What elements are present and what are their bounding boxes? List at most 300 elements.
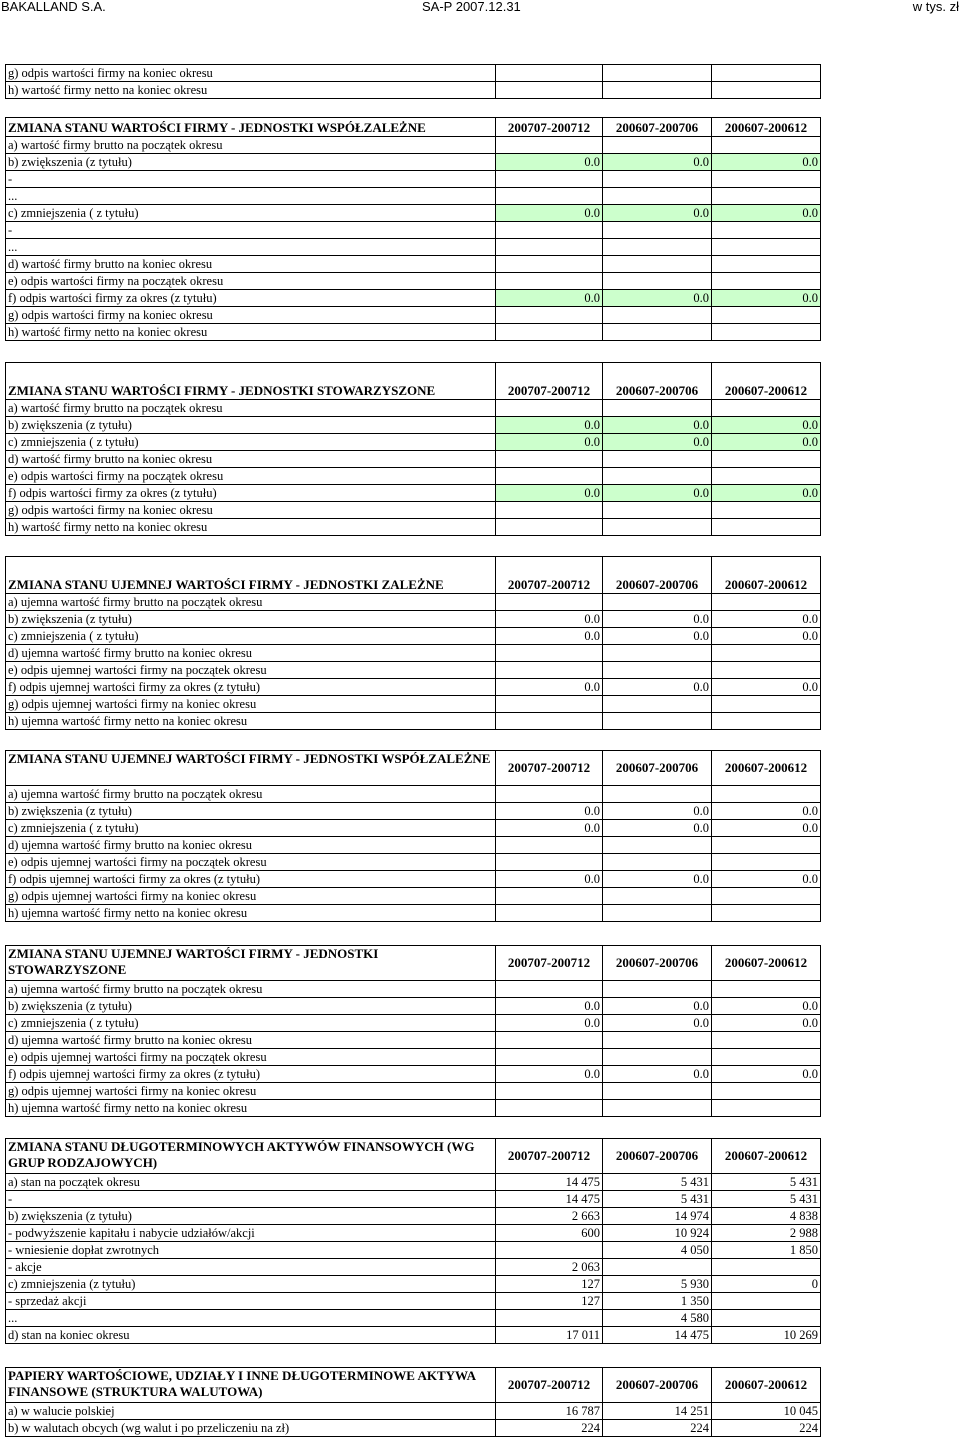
- value-cell: 1 850: [712, 1242, 821, 1259]
- row-label: - akcje: [6, 1259, 496, 1276]
- value-cell: [603, 171, 712, 188]
- value-cell: [603, 981, 712, 998]
- value-cell: 224: [603, 1420, 712, 1437]
- value-cell: [603, 256, 712, 273]
- value-cell: [712, 645, 821, 662]
- row-label: c) zmniejszenia (z tytułu): [6, 1276, 496, 1293]
- table-row: [6, 417, 821, 434]
- table-row: [6, 1066, 821, 1083]
- value-cell: [712, 307, 821, 324]
- value-cell: [603, 1032, 712, 1049]
- value-cell: 0.0: [603, 871, 712, 888]
- table-row: [6, 998, 821, 1015]
- value-cell: [496, 324, 603, 341]
- value-cell: 0.0: [496, 205, 603, 222]
- value-cell: 0.0: [496, 1015, 603, 1032]
- row-label: h) ujemna wartość firmy netto na koniec okresu: [6, 905, 496, 922]
- value-cell: [496, 400, 603, 417]
- table-row: [6, 154, 821, 171]
- value-cell: [712, 519, 821, 536]
- value-cell: 0.0: [603, 998, 712, 1015]
- table-row: [6, 803, 821, 820]
- table-row: [6, 1174, 821, 1191]
- value-cell: 2 063: [496, 1259, 603, 1276]
- value-cell: 0.0: [496, 628, 603, 645]
- row-label: b) w walutach obcych (wg walut i po przeliczeniu na zł): [6, 1420, 496, 1437]
- value-cell: 0.0: [712, 628, 821, 645]
- value-cell: [712, 905, 821, 922]
- row-label: f) odpis wartości firmy za okres (z tytułu): [6, 290, 496, 307]
- value-cell: [496, 65, 603, 82]
- value-cell: 0.0: [712, 1066, 821, 1083]
- row-label: g) odpis ujemnej wartości firmy na koniec okresu: [6, 1083, 496, 1100]
- table-row: [6, 434, 821, 451]
- period-header: 200707-200712: [496, 1368, 603, 1403]
- row-label: b) zwiększenia (z tytułu): [6, 803, 496, 820]
- value-cell: [712, 171, 821, 188]
- table-row: [6, 1293, 821, 1310]
- value-cell: 0: [712, 1276, 821, 1293]
- value-cell: [496, 222, 603, 239]
- value-cell: 127: [496, 1276, 603, 1293]
- value-cell: [712, 137, 821, 154]
- table-row: [6, 205, 821, 222]
- value-cell: [496, 468, 603, 485]
- table-row: [6, 1225, 821, 1242]
- value-cell: 127: [496, 1293, 603, 1310]
- value-cell: 0.0: [603, 290, 712, 307]
- value-cell: [496, 239, 603, 256]
- value-cell: [603, 519, 712, 536]
- table-row: [6, 1259, 821, 1276]
- table-row: [6, 611, 821, 628]
- currency-structure-table: [5, 1367, 821, 1437]
- value-cell: [496, 645, 603, 662]
- table-row: [6, 1420, 821, 1437]
- row-label: a) wartość firmy brutto na początek okresu: [6, 400, 496, 417]
- value-cell: 14 251: [603, 1403, 712, 1420]
- table-row: [6, 981, 821, 998]
- row-label: h) wartość firmy netto na koniec okresu: [6, 519, 496, 536]
- table-row: [6, 820, 821, 837]
- value-cell: [603, 696, 712, 713]
- row-label: e) odpis ujemnej wartości firmy na początek okresu: [6, 662, 496, 679]
- row-label: - sprzedaż akcji: [6, 1293, 496, 1310]
- value-cell: 14 974: [603, 1208, 712, 1225]
- value-cell: [603, 837, 712, 854]
- value-cell: 0.0: [712, 154, 821, 171]
- value-cell: 0.0: [496, 871, 603, 888]
- value-cell: [603, 905, 712, 922]
- value-cell: [712, 854, 821, 871]
- value-cell: [603, 451, 712, 468]
- row-label: c) zmniejszenia ( z tytułu): [6, 1015, 496, 1032]
- value-cell: [712, 65, 821, 82]
- value-cell: [603, 1083, 712, 1100]
- value-cell: [496, 1310, 603, 1327]
- value-cell: 0.0: [712, 205, 821, 222]
- value-cell: [712, 594, 821, 611]
- value-cell: 10 269: [712, 1327, 821, 1344]
- period-header: 200607-200612: [712, 1368, 821, 1403]
- period-header: 200607-200612: [712, 363, 821, 400]
- value-cell: [603, 786, 712, 803]
- row-label: f) odpis wartości firmy za okres (z tytułu): [6, 485, 496, 502]
- value-cell: [603, 594, 712, 611]
- value-cell: 0.0: [496, 434, 603, 451]
- value-cell: 2 663: [496, 1208, 603, 1225]
- value-cell: [712, 451, 821, 468]
- row-label: ...: [6, 188, 496, 205]
- table-row: [6, 594, 821, 611]
- row-label: d) stan na koniec okresu: [6, 1327, 496, 1344]
- row-label: d) ujemna wartość firmy brutto na koniec okresu: [6, 645, 496, 662]
- row-label: d) ujemna wartość firmy brutto na koniec okresu: [6, 1032, 496, 1049]
- value-cell: 4 580: [603, 1310, 712, 1327]
- value-cell: [603, 1049, 712, 1066]
- value-cell: 4 838: [712, 1208, 821, 1225]
- table-row: [6, 273, 821, 290]
- value-cell: [603, 468, 712, 485]
- value-cell: 0.0: [603, 611, 712, 628]
- goodwill-continuation-table: [5, 64, 821, 99]
- table-row: [6, 451, 821, 468]
- row-label: a) stan na początek okresu: [6, 1174, 496, 1191]
- row-label: h) ujemna wartość firmy netto na koniec okresu: [6, 1100, 496, 1117]
- value-cell: [496, 519, 603, 536]
- value-cell: [712, 188, 821, 205]
- value-cell: [712, 256, 821, 273]
- value-cell: [712, 1100, 821, 1117]
- value-cell: 5 431: [712, 1191, 821, 1208]
- value-cell: [603, 137, 712, 154]
- value-cell: [496, 662, 603, 679]
- table-row: [6, 307, 821, 324]
- value-cell: 10 924: [603, 1225, 712, 1242]
- value-cell: 0.0: [712, 803, 821, 820]
- row-label: e) odpis ujemnej wartości firmy na początek okresu: [6, 854, 496, 871]
- table-header-row: [6, 946, 821, 981]
- value-cell: [603, 400, 712, 417]
- value-cell: 16 787: [496, 1403, 603, 1420]
- value-cell: [496, 786, 603, 803]
- row-label: - wniesienie dopłat zwrotnych: [6, 1242, 496, 1259]
- value-cell: 14 475: [496, 1174, 603, 1191]
- value-cell: 0.0: [603, 803, 712, 820]
- period-header: 200607-200706: [603, 1139, 712, 1174]
- value-cell: [496, 713, 603, 730]
- row-label: e) odpis ujemnej wartości firmy na początek okresu: [6, 1049, 496, 1066]
- value-cell: [496, 696, 603, 713]
- value-cell: [496, 981, 603, 998]
- table-row: [6, 786, 821, 803]
- table-row: [6, 324, 821, 341]
- table-row: [6, 65, 821, 82]
- negative-goodwill-subsidiaries-table: [5, 556, 821, 730]
- row-label: e) odpis wartości firmy na początek okresu: [6, 468, 496, 485]
- value-cell: 0.0: [496, 485, 603, 502]
- company-name: BAKALLAND S.A.: [1, 0, 106, 14]
- value-cell: [712, 1310, 821, 1327]
- negative-goodwill-joint-ventures-table: [5, 750, 821, 922]
- value-cell: 0.0: [603, 820, 712, 837]
- table-title: ZMIANA STANU WARTOŚCI FIRMY - JEDNOSTKI WSPÓŁZALEŻNE: [6, 118, 496, 137]
- value-cell: [603, 222, 712, 239]
- value-cell: 2 988: [712, 1225, 821, 1242]
- value-cell: [603, 645, 712, 662]
- table-row: [6, 696, 821, 713]
- value-cell: [603, 1259, 712, 1276]
- table-row: [6, 171, 821, 188]
- value-cell: [712, 239, 821, 256]
- table-row: [6, 1083, 821, 1100]
- row-label: b) zwiększenia (z tytułu): [6, 417, 496, 434]
- value-cell: [712, 888, 821, 905]
- value-cell: 0.0: [712, 485, 821, 502]
- table-row: [6, 1032, 821, 1049]
- row-label: -: [6, 1191, 496, 1208]
- table-row: [6, 837, 821, 854]
- table-header-row: [6, 118, 821, 137]
- row-label: g) odpis wartości firmy na koniec okresu: [6, 65, 496, 82]
- row-label: g) odpis ujemnej wartości firmy na koniec okresu: [6, 696, 496, 713]
- value-cell: [603, 662, 712, 679]
- table-row: [6, 713, 821, 730]
- value-cell: [712, 400, 821, 417]
- period-header: 200707-200712: [496, 946, 603, 981]
- row-label: a) ujemna wartość firmy brutto na początek okresu: [6, 786, 496, 803]
- value-cell: 600: [496, 1225, 603, 1242]
- row-label: d) wartość firmy brutto na koniec okresu: [6, 451, 496, 468]
- value-cell: 0.0: [496, 679, 603, 696]
- row-label: g) odpis ujemnej wartości firmy na koniec okresu: [6, 888, 496, 905]
- row-label: ...: [6, 1310, 496, 1327]
- table-row: [6, 290, 821, 307]
- row-label: b) zwiększenia (z tytułu): [6, 998, 496, 1015]
- value-cell: 17 011: [496, 1327, 603, 1344]
- row-label: b) zwiększenia (z tytułu): [6, 154, 496, 171]
- value-cell: 0.0: [603, 434, 712, 451]
- row-label: f) odpis ujemnej wartości firmy za okres (z tytułu): [6, 679, 496, 696]
- value-cell: 0.0: [712, 998, 821, 1015]
- value-cell: 5 431: [603, 1191, 712, 1208]
- value-cell: [603, 888, 712, 905]
- row-label: c) zmniejszenia ( z tytułu): [6, 205, 496, 222]
- value-cell: 4 050: [603, 1242, 712, 1259]
- value-cell: [496, 451, 603, 468]
- value-cell: [496, 594, 603, 611]
- value-cell: 0.0: [603, 485, 712, 502]
- period-header: 200607-200612: [712, 557, 821, 594]
- row-label: -: [6, 171, 496, 188]
- row-label: a) wartość firmy brutto na początek okresu: [6, 137, 496, 154]
- table-row: [6, 1191, 821, 1208]
- value-cell: 0.0: [603, 628, 712, 645]
- value-cell: [712, 468, 821, 485]
- period-header: 200707-200712: [496, 118, 603, 137]
- value-cell: [496, 837, 603, 854]
- value-cell: [496, 171, 603, 188]
- value-cell: [496, 137, 603, 154]
- period-header: 200607-200612: [712, 118, 821, 137]
- value-cell: 14 475: [496, 1191, 603, 1208]
- value-cell: [496, 256, 603, 273]
- table-row: [6, 468, 821, 485]
- value-cell: [603, 82, 712, 99]
- value-cell: 5 431: [603, 1174, 712, 1191]
- value-cell: 0.0: [712, 290, 821, 307]
- period-header: 200607-200706: [603, 1368, 712, 1403]
- value-cell: 0.0: [603, 1015, 712, 1032]
- value-cell: [712, 786, 821, 803]
- table-row: [6, 1242, 821, 1259]
- value-cell: 1 350: [603, 1293, 712, 1310]
- value-cell: 0.0: [712, 820, 821, 837]
- table-row: [6, 628, 821, 645]
- table-title: PAPIERY WARTOŚCIOWE, UDZIAŁY I INNE DŁUGOTERMINOWE AKTYWA FINANSOWE (STRUKTURA WALUTOWA): [6, 1368, 496, 1403]
- table-row: [6, 188, 821, 205]
- table-title: ZMIANA STANU UJEMNEJ WARTOŚCI FIRMY - JEDNOSTKI ZALEŻNE: [6, 557, 496, 594]
- value-cell: [712, 696, 821, 713]
- value-cell: [496, 1083, 603, 1100]
- value-cell: [603, 502, 712, 519]
- value-cell: 0.0: [712, 611, 821, 628]
- value-cell: [496, 1049, 603, 1066]
- value-cell: [712, 1032, 821, 1049]
- value-cell: 0.0: [496, 417, 603, 434]
- value-cell: [603, 239, 712, 256]
- value-cell: [603, 324, 712, 341]
- value-cell: [603, 854, 712, 871]
- currency-unit: w tys. zł: [912, 0, 959, 14]
- row-label: d) wartość firmy brutto na koniec okresu: [6, 256, 496, 273]
- value-cell: 0.0: [603, 417, 712, 434]
- table-row: [6, 485, 821, 502]
- value-cell: [603, 273, 712, 290]
- value-cell: 224: [496, 1420, 603, 1437]
- report-header: [0, 0, 960, 14]
- value-cell: 5 431: [712, 1174, 821, 1191]
- row-label: a) ujemna wartość firmy brutto na początek okresu: [6, 981, 496, 998]
- table-row: [6, 888, 821, 905]
- value-cell: 0.0: [603, 154, 712, 171]
- table-row: [6, 1276, 821, 1293]
- table-header-row: [6, 557, 821, 594]
- table-title: ZMIANA STANU UJEMNEJ WARTOŚCI FIRMY - JEDNOSTKI STOWARZYSZONE: [6, 946, 496, 981]
- period-header: 200607-200706: [603, 363, 712, 400]
- row-label: g) odpis wartości firmy na koniec okresu: [6, 502, 496, 519]
- goodwill-joint-ventures-table: [5, 117, 821, 341]
- value-cell: [496, 1242, 603, 1259]
- value-cell: [496, 854, 603, 871]
- row-label: b) zwiększenia (z tytułu): [6, 1208, 496, 1225]
- table-row: [6, 679, 821, 696]
- row-label: ...: [6, 239, 496, 256]
- row-label: b) zwiększenia (z tytułu): [6, 611, 496, 628]
- value-cell: [496, 1100, 603, 1117]
- row-label: h) ujemna wartość firmy netto na koniec okresu: [6, 713, 496, 730]
- table-row: [6, 1310, 821, 1327]
- value-cell: 0.0: [496, 998, 603, 1015]
- period-header: 200607-200706: [603, 946, 712, 981]
- table-row: [6, 519, 821, 536]
- value-cell: 5 930: [603, 1276, 712, 1293]
- row-label: c) zmniejszenia ( z tytułu): [6, 820, 496, 837]
- table-row: [6, 1327, 821, 1344]
- negative-goodwill-associates-table: [5, 945, 821, 1117]
- period-header: 200707-200712: [496, 1139, 603, 1174]
- row-label: h) wartość firmy netto na koniec okresu: [6, 82, 496, 99]
- period-header: 200707-200712: [496, 751, 603, 786]
- value-cell: [712, 502, 821, 519]
- value-cell: 14 475: [603, 1327, 712, 1344]
- table-row: [6, 1100, 821, 1117]
- value-cell: [712, 273, 821, 290]
- table-row: [6, 662, 821, 679]
- value-cell: 0.0: [712, 434, 821, 451]
- table-row: [6, 905, 821, 922]
- value-cell: 0.0: [603, 679, 712, 696]
- value-cell: [496, 905, 603, 922]
- value-cell: [496, 502, 603, 519]
- value-cell: [712, 1083, 821, 1100]
- period-header: 200607-200706: [603, 751, 712, 786]
- table-title: ZMIANA STANU WARTOŚCI FIRMY - JEDNOSTKI STOWARZYSZONE: [6, 363, 496, 400]
- period-header: 200607-200706: [603, 557, 712, 594]
- value-cell: 0.0: [712, 1015, 821, 1032]
- value-cell: [712, 1259, 821, 1276]
- row-label: d) ujemna wartość firmy brutto na koniec okresu: [6, 837, 496, 854]
- table-title: ZMIANA STANU DŁUGOTERMINOWYCH AKTYWÓW FINANSOWYCH (WG GRUP RODZAJOWYCH): [6, 1139, 496, 1174]
- period-header: 200607-200612: [712, 946, 821, 981]
- table-row: [6, 1015, 821, 1032]
- table-row: [6, 871, 821, 888]
- row-label: f) odpis ujemnej wartości firmy za okres (z tytułu): [6, 1066, 496, 1083]
- table-row: [6, 1403, 821, 1420]
- value-cell: [712, 1049, 821, 1066]
- table-header-row: [6, 1139, 821, 1174]
- value-cell: 224: [712, 1420, 821, 1437]
- value-cell: 0.0: [603, 205, 712, 222]
- value-cell: 10 045: [712, 1403, 821, 1420]
- table-header-row: [6, 363, 821, 400]
- table-row: [6, 1208, 821, 1225]
- row-label: a) w walucie polskiej: [6, 1403, 496, 1420]
- value-cell: 0.0: [496, 820, 603, 837]
- value-cell: [496, 82, 603, 99]
- table-title: ZMIANA STANU UJEMNEJ WARTOŚCI FIRMY - JEDNOSTKI WSPÓŁZALEŻNE: [6, 751, 496, 786]
- row-label: c) zmniejszenia ( z tytułu): [6, 628, 496, 645]
- value-cell: 0.0: [712, 679, 821, 696]
- table-row: [6, 645, 821, 662]
- table-row: [6, 854, 821, 871]
- value-cell: [712, 837, 821, 854]
- value-cell: [496, 273, 603, 290]
- long-term-financial-assets-table: [5, 1138, 821, 1344]
- table-row: [6, 222, 821, 239]
- value-cell: [603, 188, 712, 205]
- table-row: [6, 1049, 821, 1066]
- table-row: [6, 400, 821, 417]
- value-cell: [603, 65, 712, 82]
- value-cell: [712, 981, 821, 998]
- row-label: -: [6, 222, 496, 239]
- value-cell: 0.0: [712, 417, 821, 434]
- value-cell: [712, 222, 821, 239]
- value-cell: 0.0: [496, 803, 603, 820]
- row-label: c) zmniejszenia ( z tytułu): [6, 434, 496, 451]
- row-label: a) ujemna wartość firmy brutto na początek okresu: [6, 594, 496, 611]
